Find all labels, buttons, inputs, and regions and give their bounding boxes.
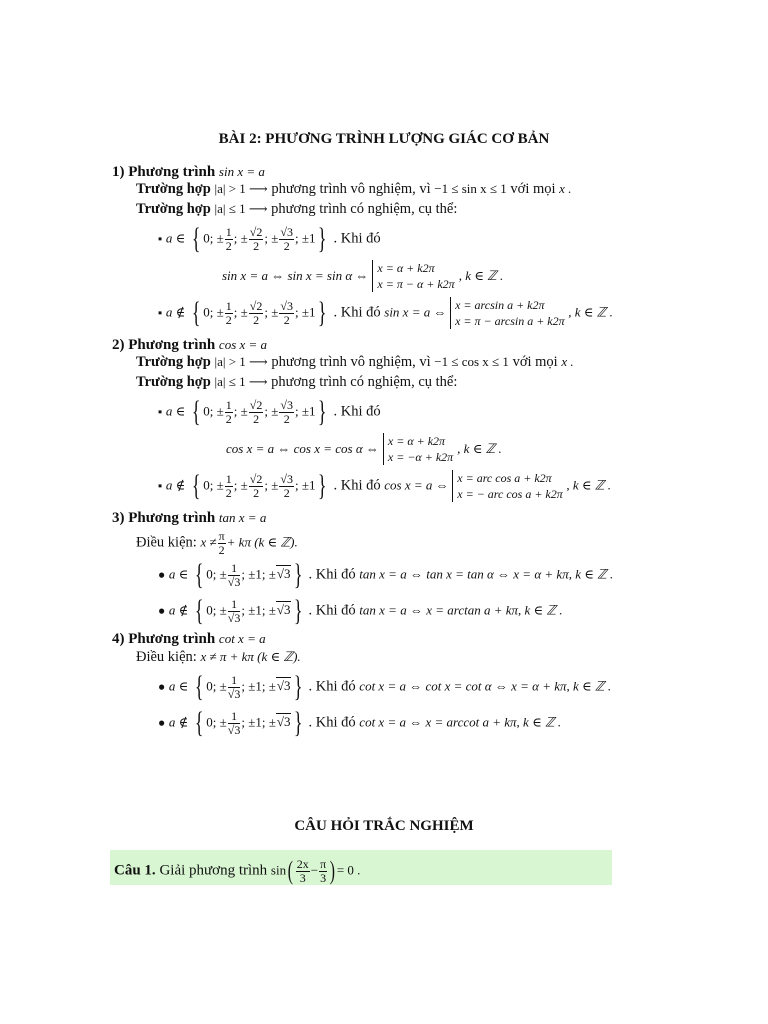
solution-system: x = α + k2π x = π − α + k2π: [372, 260, 454, 292]
solution-system: x = arc cos a + k2π x = − arc cos a + k2π: [452, 470, 563, 502]
solution-system: x = arcsin a + k2π x = π − arcsin a + k2π: [450, 297, 565, 329]
question-label: Câu 1.: [114, 862, 156, 879]
case-var: x .: [559, 181, 572, 196]
set-membership: a ∈: [165, 230, 186, 246]
section-1-bullet-2: ▪ a ∉ { 0; ± $\frac{1}{2}$ ; ± $\frac{√2}{2}$ ; ± $\frac{√3}{2}$ ; ±1} . Khi đó sin x = a ⇔ x = arcsin a + k2π x = π − arcsin a + k2π , k ∈ ℤ .: [158, 296, 613, 330]
case-tail: với mọi: [510, 181, 556, 197]
section-2-case-1: Trường hợp |a| > 1 ⟶ phương trình vô nghiệm, vì −1 ≤ cos x ≤ 1 với mọi x .: [136, 354, 574, 370]
section-2-bullet-2: ▪ a ∉ { 0; ± $\frac{1}{2}$ ; ± $\frac{√2}{2}$ ; ± $\frac{√3}{2}$ ; ±1} . Khi đó cos x = a ⇔ x = arc cos a + k2π x = − arc cos a + k2π , k ∈ ℤ .: [158, 469, 611, 503]
case-condition: |a| > 1 ⟶: [214, 181, 268, 196]
case-condition: |a| ≤ 1 ⟶: [214, 201, 268, 216]
bullet-square-icon: ▪: [158, 305, 163, 320]
section-1-formula-1: sin x = a ⇔ sin x = sin α ⇔ x = α + k2π x = π − α + k2π , k ∈ ℤ .: [222, 261, 504, 292]
section-1-case-1: [136, 181, 571, 198]
page-title: BÀI 2: PHƯƠNG TRÌNH LƯỢNG GIÁC CƠ BẢN: [218, 131, 550, 147]
bullet-dot-icon: ●: [158, 567, 166, 582]
bullet-square-icon: ▪: [158, 231, 163, 246]
section-2-formula-1: cos x = a ⇔ cos x = cos α ⇔ x = α + k2π x = −α + k2π , k ∈ ℤ .: [226, 434, 502, 465]
brace-open: {: [191, 222, 201, 255]
bullet-square-icon: ▪: [158, 404, 163, 419]
section-label: Phương trình: [128, 164, 216, 180]
case-text: phương trình có nghiệm, cụ thể:: [271, 201, 458, 217]
set-non-membership: a ∉: [165, 304, 186, 320]
section-2-case-2: Trường hợp |a| ≤ 1 ⟶ phương trình có nghiệm, cụ thể:: [136, 374, 458, 390]
formula: sin x = a ⇔: [384, 304, 447, 320]
section-number: 1): [112, 164, 125, 180]
question-1: Câu 1. Giải phương trình sin( $\frac{2x}{3}$ − $\frac{\pi}{3}$ ) = 0 .: [114, 856, 361, 886]
section-4-condition: Điều kiện: x ≠ π + kπ (k ∈ ℤ).: [136, 649, 301, 665]
section-3-condition: Điều kiện: x ≠ $\frac{\pi}{2}$ + kπ (k ∈ ℤ).: [136, 529, 298, 557]
bullet-dot-icon: ●: [158, 715, 166, 730]
section-1-bullet-1: ▪ a ∈ { 0; ± $\frac{1}{2}$ ; ± $\frac{√2}{2}$ ; ± $\frac{√3}{2}$ ; ±1} . Khi đó: [158, 222, 381, 255]
section-2-bullet-1: ▪ a ∈ { 0; ± $\frac{1}{2}$ ; ± $\frac{√2}{2}$ ; ± $\frac{√3}{2}$ ; ±1} . Khi đó: [158, 395, 381, 428]
section-4-bullet-2: ● a ∉ { 0; ± $\frac{1}{√3}$ ; ±1; ±√3} . Khi đó cot x = a ⇔ x = arccot a + kπ, k ∈ ℤ .: [158, 706, 562, 739]
solution-system: x = α + k2π x = −α + k2π: [383, 433, 453, 465]
bullet-dot-icon: ●: [158, 603, 166, 618]
section-4-heading: 4) Phương trình cot x = a: [112, 631, 266, 647]
section-1-heading: [112, 164, 265, 181]
case-math: −1 ≤ sin x ≤ 1: [434, 181, 507, 196]
bullet-dot-icon: ●: [158, 679, 166, 694]
quiz-heading: CÂU HỎI TRẮC NGHIỆM: [294, 818, 474, 834]
section-3-bullet-2: ● a ∉ { 0; ± $\frac{1}{√3}$ ; ±1; ±√3} . Khi đó tan x = a ⇔ x = arctan a + kπ, k ∈ ℤ .: [158, 594, 563, 627]
section-1-case-2: [136, 201, 457, 218]
section-2-heading: 2) Phương trình cos x = a: [112, 337, 268, 353]
question-text: Giải phương trình: [159, 862, 268, 879]
brace-close: }: [318, 222, 328, 255]
case-label: Trường hợp: [136, 181, 211, 197]
section-4-bullet-1: ● a ∈ { 0; ± $\frac{1}{√3}$ ; ±1; ±√3} . Khi đó cot x = a ⇔ cot x = cot α ⇔ x = α + kπ, k ∈ ℤ .: [158, 670, 612, 703]
section-3-bullet-1: ● a ∈ { 0; ± $\frac{1}{√3}$ ; ±1; ±√3} . Khi đó tan x = a ⇔ tan x = tan α ⇔ x = α + kπ, k ∈ ℤ .: [158, 558, 614, 591]
bullet-square-icon: ▪: [158, 478, 163, 493]
case-label: Trường hợp: [136, 201, 211, 217]
case-text: phương trình vô nghiệm, vì: [271, 181, 431, 197]
section-equation: sin x = a: [218, 164, 265, 179]
formula: sin x = a ⇔ sin x = sin α ⇔: [222, 267, 369, 283]
khi-do-text: . Khi đó: [333, 230, 381, 247]
section-3-heading: 3) Phương trình tan x = a: [112, 510, 267, 526]
